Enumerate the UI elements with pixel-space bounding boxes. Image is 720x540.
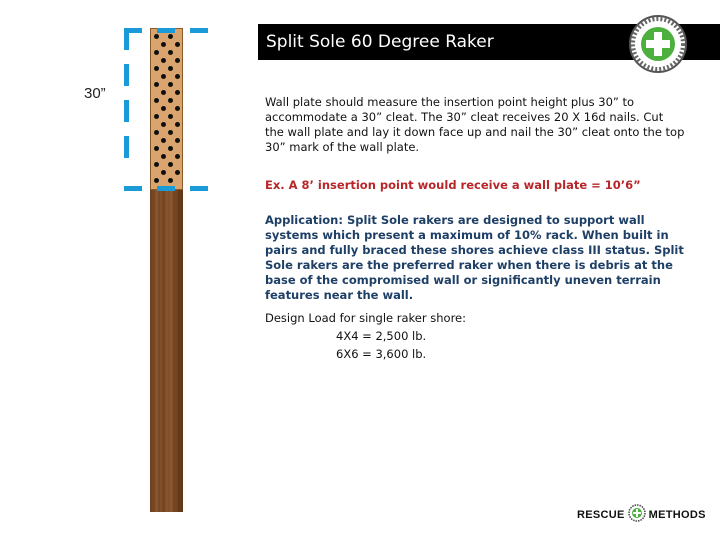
nail (154, 162, 159, 167)
nail (168, 146, 173, 151)
nail (175, 58, 180, 63)
wall-plate-instructions: Wall plate should measure the insertion point height plus 30” to accommodate a 30” cleat. The 30” cleat receives 20 X 16d nails. Cut the wall plate and lay it down face up and nail the 30” cleat onto the top 30” mark of the wall plate. (265, 95, 685, 154)
nail (168, 130, 173, 135)
nail (168, 82, 173, 87)
footer-brand-right: METHODS (648, 509, 706, 521)
nail (168, 34, 173, 39)
application-text: Application: Split Sole rakers are designed to support wall systems which present a maximum of 10% rack. When built in pairs and fully braced these shores achieve class III status. Split Sole rakers are the preferred raker when there is debris at the base of the compromised wall or significantly uneven terrain features near the wall. (265, 213, 684, 302)
nail (154, 146, 159, 151)
nail (154, 114, 159, 119)
load-4x4: 4X4 = 2,500 lb. (336, 329, 427, 343)
nail (175, 138, 180, 143)
bracket-bottom-mid (157, 186, 175, 191)
nail (154, 82, 159, 87)
nail (175, 42, 180, 47)
nail (168, 178, 173, 183)
nail (154, 50, 159, 55)
slide-title: Split Sole 60 Degree Raker (258, 24, 720, 60)
nail (154, 66, 159, 71)
nail (175, 74, 180, 79)
nail (168, 66, 173, 71)
nail (161, 138, 166, 143)
bracket-bottom-right (190, 186, 208, 191)
nail (154, 98, 159, 103)
wall-plate-grain (150, 188, 183, 512)
example-text: Ex. A 8’ insertion point would receive a wall plate = 10’6” (265, 178, 641, 192)
footer-brand-left: RESCUE (577, 509, 625, 521)
bracket-left-2 (124, 64, 129, 86)
rescue-methods-logo-icon (628, 504, 646, 527)
nail (161, 122, 166, 127)
bracket-left-4 (124, 136, 129, 158)
cleat-dimension-label: 30” (84, 85, 106, 102)
nail (161, 154, 166, 159)
nail (175, 154, 180, 159)
bracket-top-mid (157, 28, 175, 33)
nail (161, 58, 166, 63)
rescue-methods-cross-badge-icon (628, 14, 688, 74)
footer-logo (577, 504, 707, 526)
nail (161, 170, 166, 175)
nail (175, 122, 180, 127)
bracket-left-1 (124, 28, 129, 50)
nail (168, 50, 173, 55)
nail (175, 170, 180, 175)
nail (168, 162, 173, 167)
nail (161, 106, 166, 111)
nail (154, 178, 159, 183)
nail (175, 106, 180, 111)
nail (161, 42, 166, 47)
load-6x6: 6X6 = 3,600 lb. (336, 347, 427, 361)
nail (161, 74, 166, 79)
bracket-bottom-left (124, 186, 142, 191)
bracket-left-3 (124, 100, 129, 122)
design-load-heading: Design Load for single raker shore: (265, 311, 466, 325)
nail (154, 130, 159, 135)
nail (168, 114, 173, 119)
nail (154, 34, 159, 39)
nail (175, 90, 180, 95)
nail (168, 98, 173, 103)
nail (161, 90, 166, 95)
bracket-top-right (190, 28, 208, 33)
